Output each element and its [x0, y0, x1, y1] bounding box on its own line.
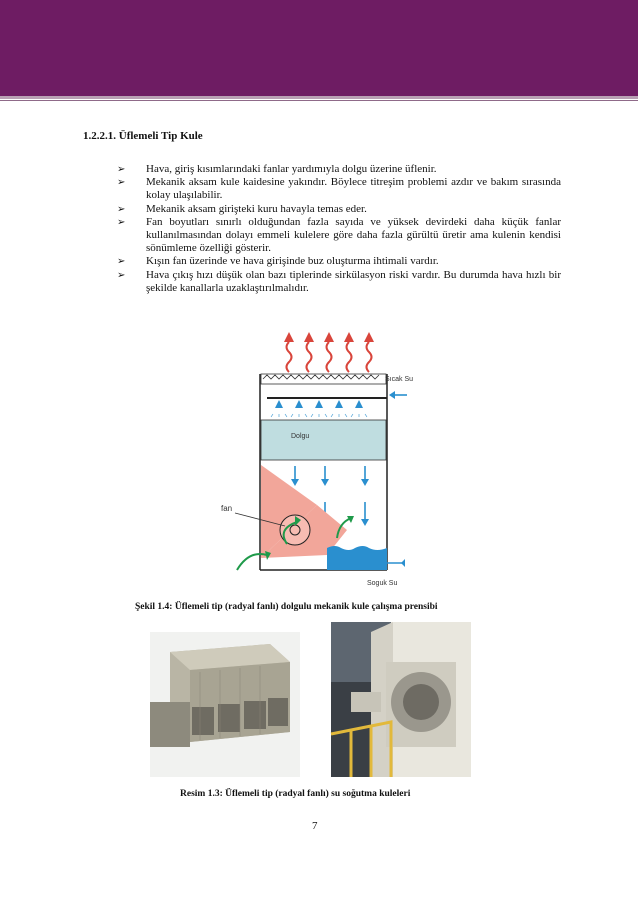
spray-nozzles	[275, 400, 363, 408]
bullet-text: Hava çıkış hızı düşük olan bazı tiplerinde sirkülasyon riski vardır. Bu durumda hava hızlı bir şekilde kanallarla uzaklaştırılmalıdır.	[146, 268, 561, 294]
bullet-text: Mekanik aksam kule kaidesine yakındır. Böylece titreşim problemi azdır ve bakım sırasında kolay ulaşılabilir.	[146, 176, 561, 202]
photo-caption: Resim 1.3: Üflemeli tip (radyal fanlı) su soğutma kuleleri	[180, 789, 411, 799]
radial-fan-tower-photo	[331, 622, 471, 777]
section-title: 1.2.2.1. Üflemeli Tip Kule	[83, 130, 203, 142]
bullet-text: Kışın fan üzerinde ve hava girişinde buz oluşturma ihtimali vardır.	[146, 255, 439, 268]
list-item	[117, 269, 561, 295]
header-rule	[0, 96, 638, 99]
arrowhead-bullet-icon: ➢	[117, 177, 126, 189]
arrowhead-bullet-icon: ➢	[117, 269, 126, 281]
header-band	[0, 0, 638, 96]
list-item	[117, 163, 561, 176]
arrowhead-bullet-icon: ➢	[117, 256, 126, 268]
list-item	[117, 176, 561, 202]
fill-media	[261, 420, 386, 460]
label-cold-water: Soguk Su	[367, 580, 398, 587]
cold-water-basin	[327, 546, 387, 570]
hot-air-arrows	[287, 342, 372, 372]
bullet-text: Hava, giriş kısımlarındaki fanlar yardımıyla dolgu üzerine üflenir.	[146, 163, 437, 175]
bullet-text: Fan boyutları sınırlı olduğundan fazla sayıda ve yüksek devirdeki daha küçük fanlar kullanılmasından dolayı emmeli kulelere göre daha fazla gürültü üretir ama kulenin kendisi sönümleme özelliği gösterir.	[146, 215, 561, 255]
arrowhead-bullet-icon: ➢	[117, 216, 126, 228]
list-item	[117, 255, 561, 268]
arrowhead-bullet-icon: ➢	[117, 203, 126, 215]
figure-caption: Şekil 1.4: Üflemeli tip (radyal fanlı) dolgulu mekanik kule çalışma prensibi	[135, 602, 438, 612]
label-fan: fan	[221, 504, 233, 513]
list-item	[117, 203, 561, 216]
cooling-tower-diagram	[197, 330, 414, 590]
label-hot-water: Sıcak Su	[385, 376, 414, 383]
list-item	[117, 216, 561, 256]
arrowhead-bullet-icon: ➢	[117, 164, 126, 175]
header-rule-thin	[0, 100, 638, 101]
blower-tower-photo	[150, 632, 300, 777]
bullet-list	[117, 163, 561, 295]
page-number: 7	[312, 820, 318, 832]
label-fill: Dolgu	[291, 433, 310, 440]
bullet-text: Mekanik aksam girişteki kuru havayla temas eder.	[146, 202, 367, 215]
